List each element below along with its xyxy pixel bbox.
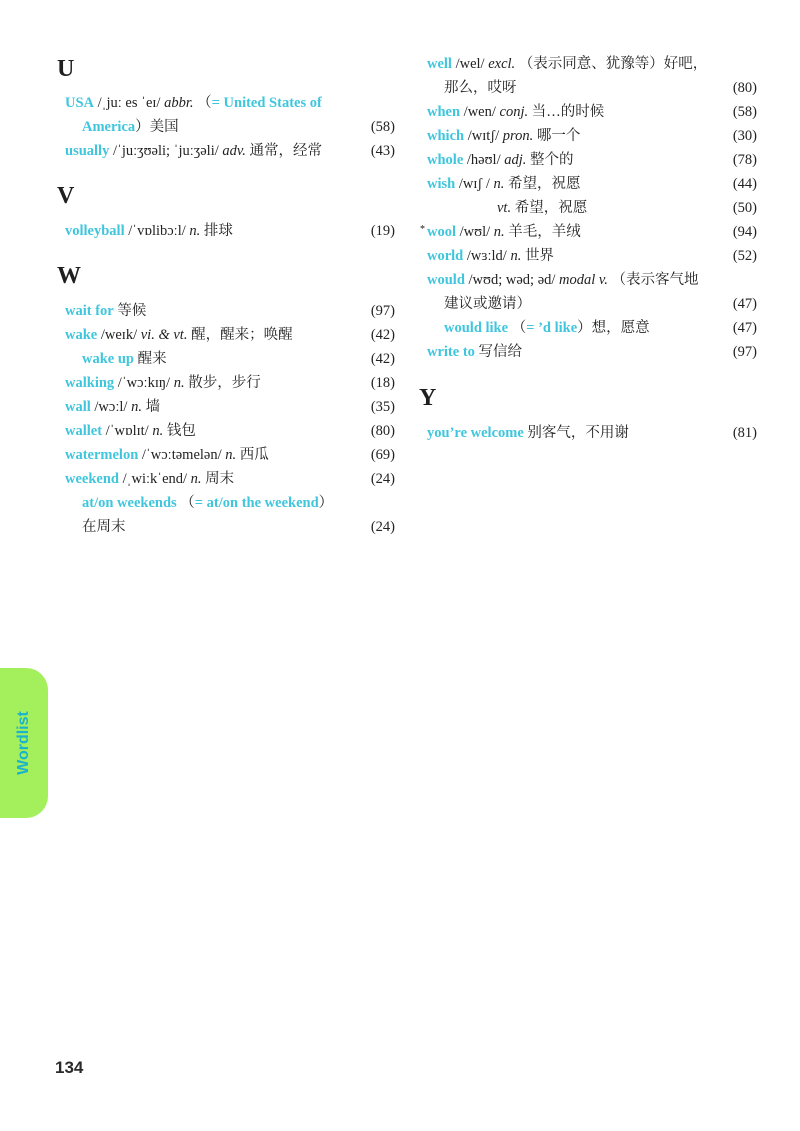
entry-at-on-weekends <box>65 492 395 514</box>
phonetic: /ˈvɒlibɔːl/ <box>124 223 190 239</box>
part-of-speech: vi. & vt. <box>140 327 188 343</box>
cross-reference: America <box>82 119 136 135</box>
headword: which <box>427 128 465 144</box>
entry-write-to <box>427 341 757 363</box>
section-letter-w: W <box>57 263 81 289</box>
section-letter-v: V <box>57 183 75 209</box>
definition: 别客气，不用谢 <box>523 425 629 441</box>
page-ref: (97) <box>370 303 395 319</box>
definition: 当…的时候 <box>528 104 605 120</box>
phonetic: /wʊl/ <box>456 224 494 240</box>
headword: wait for <box>65 303 114 319</box>
page-ref: (19) <box>370 223 395 239</box>
page-ref: (18) <box>370 375 395 391</box>
entry-wall <box>65 396 395 418</box>
part-of-speech: excl. <box>488 56 516 72</box>
phonetic: /wen/ <box>460 104 500 120</box>
definition: （ <box>193 95 212 111</box>
phonetic: /wɜːld/ <box>463 248 511 264</box>
part-of-speech: n. <box>131 399 142 415</box>
page-ref: (42) <box>370 327 395 343</box>
cross-reference: = United States of <box>211 95 322 111</box>
entry-wait-for <box>65 300 395 322</box>
page-ref: (80) <box>370 423 395 439</box>
headword: USA <box>65 95 95 111</box>
phonetic: /wɪʃ / <box>455 176 494 192</box>
entry-at-on-weekends-cont <box>65 516 395 538</box>
phonetic: /ˌwiːkˈend/ <box>118 471 191 487</box>
headword: world <box>427 248 464 264</box>
entry-wish <box>427 173 757 195</box>
headword: weekend <box>65 471 119 487</box>
entry-wish-verb <box>427 197 757 219</box>
part-of-speech: modal v. <box>559 272 608 288</box>
definition: 西瓜 <box>236 447 269 463</box>
entry-wake <box>65 324 395 346</box>
part-of-speech: n. <box>225 447 237 463</box>
headword: volleyball <box>65 223 125 239</box>
section-letter-u: U <box>57 56 75 82</box>
page-ref: (47) <box>732 320 757 336</box>
headword: usually <box>65 143 110 159</box>
entry-wool <box>420 221 757 243</box>
headword: you’re welcome <box>427 425 524 441</box>
phonetic: /wɪtʃ/ <box>464 128 503 144</box>
definition: 那么，哎呀 <box>444 80 517 96</box>
part-of-speech: n. <box>189 223 201 239</box>
page-ref: (69) <box>370 447 395 463</box>
entry-wallet <box>65 420 395 442</box>
definition: 排球 <box>200 223 233 239</box>
phonetic: /ˈwɔːtəmelən/ <box>138 447 226 463</box>
part-of-speech: n. <box>152 423 164 439</box>
entry-youre-welcome <box>427 422 757 444</box>
headword: whole <box>427 152 464 168</box>
phonetic: /ˈjuːʒʊəli; ˈjuːʒəli/ <box>109 143 223 159</box>
page-ref: (47) <box>732 296 757 312</box>
entry-well-cont <box>427 77 757 99</box>
entry-world <box>427 245 757 267</box>
headword: would like <box>444 320 509 336</box>
definition: 散步，步行 <box>184 375 261 391</box>
definition: （ <box>176 495 195 511</box>
page-ref: (97) <box>732 344 757 360</box>
definition: ）想，愿意 <box>577 320 650 336</box>
page-ref: (44) <box>732 176 757 192</box>
phonetic: /həʊl/ <box>463 152 505 168</box>
definition: 世界 <box>521 248 554 264</box>
side-tab-label: Wordlist <box>15 711 32 775</box>
entry-weekend <box>65 468 395 490</box>
asterisk-marker: * <box>420 224 425 235</box>
part-of-speech: pron. <box>502 128 534 144</box>
part-of-speech: adj. <box>504 152 527 168</box>
headword: wall <box>65 399 91 415</box>
entry-whole <box>427 149 757 171</box>
definition: 周末 <box>201 471 235 487</box>
definition: 醒来 <box>133 351 167 367</box>
entry-would-cont <box>427 293 757 315</box>
cross-reference: = at/on the weekend <box>194 495 319 511</box>
entry-walking <box>65 372 395 394</box>
page-ref: (81) <box>732 425 757 441</box>
phonetic: /ˈwɔːkɪŋ/ <box>114 375 174 391</box>
entry-when <box>427 101 757 123</box>
definition: 在周末 <box>82 519 126 535</box>
entry-wake-up <box>65 348 395 370</box>
cross-reference: = ’d like <box>526 320 578 336</box>
page-ref: (43) <box>370 143 395 159</box>
part-of-speech: n. <box>510 248 522 264</box>
section-letter-y: Y <box>419 385 437 411</box>
definition: （表示同意、犹豫等）好吧， <box>515 56 708 72</box>
headword: write to <box>427 344 475 360</box>
entry-would <box>427 269 757 291</box>
page-ref: (30) <box>732 128 757 144</box>
part-of-speech: vt. <box>497 200 512 216</box>
headword: wool <box>427 224 456 240</box>
definition: 建议或邀请） <box>444 296 531 312</box>
part-of-speech: adv. <box>222 143 246 159</box>
page-number: 134 <box>55 1058 84 1077</box>
definition: （ <box>508 320 527 336</box>
wordlist-side-tab <box>0 668 48 818</box>
page-ref: (35) <box>370 399 395 415</box>
headword: would <box>427 272 465 288</box>
headword: watermelon <box>65 447 139 463</box>
headword: walking <box>65 375 115 391</box>
page-ref: (58) <box>732 104 757 120</box>
headword: wish <box>427 176 456 192</box>
entry-usually <box>65 140 395 162</box>
part-of-speech: conj. <box>499 104 529 120</box>
entry-usa <box>65 92 395 114</box>
part-of-speech: n. <box>173 375 185 391</box>
headword: wallet <box>65 423 103 439</box>
phonetic: /wʊd; wəd; əd/ <box>464 272 560 288</box>
definition: 钱包 <box>163 423 196 439</box>
entry-volleyball <box>65 220 395 242</box>
page-ref: (94) <box>732 224 757 240</box>
part-of-speech: n. <box>493 224 505 240</box>
page-ref: (58) <box>370 119 395 135</box>
page-ref: (24) <box>370 471 395 487</box>
phonetic: /wɔːl/ <box>90 399 132 415</box>
definition: 醒，醒来；唤醒 <box>187 327 293 343</box>
definition: 哪一个 <box>533 128 581 144</box>
headword: at/on weekends <box>82 495 177 511</box>
headword: when <box>427 104 461 120</box>
definition: 写信给 <box>474 344 523 360</box>
part-of-speech: n. <box>190 471 202 487</box>
page-ref: (52) <box>732 248 757 264</box>
definition: 等候 <box>113 303 147 319</box>
headword: wake <box>65 327 98 343</box>
entry-well <box>427 53 757 75</box>
definition: ） <box>318 495 334 511</box>
definition: 通常，经常 <box>245 143 323 159</box>
definition: 希望，祝愿 <box>511 200 588 216</box>
page-ref: (24) <box>370 519 395 535</box>
entry-watermelon <box>65 444 395 466</box>
page-ref: (42) <box>370 351 395 367</box>
part-of-speech: n. <box>493 176 505 192</box>
definition: 墙 <box>141 399 161 415</box>
page-ref: (80) <box>732 80 757 96</box>
phonetic: /weɪk/ <box>97 327 141 343</box>
entry-usa-cont <box>65 116 395 138</box>
page-ref: (78) <box>732 152 757 168</box>
entry-which <box>427 125 757 147</box>
headword: wake up <box>82 351 134 367</box>
definition: 希望，祝愿 <box>504 176 581 192</box>
definition: ）美国 <box>135 119 179 135</box>
definition: 整个的 <box>526 152 574 168</box>
definition: 羊毛，羊绒 <box>504 224 581 240</box>
headword: well <box>427 56 452 72</box>
phonetic: /ˌjuː es ˈeɪ/ <box>94 95 165 111</box>
phonetic: /wel/ <box>451 56 489 72</box>
page-ref: (50) <box>732 200 757 216</box>
entry-would-like <box>427 317 757 339</box>
phonetic: /ˈwɒlɪt/ <box>102 423 153 439</box>
definition: （表示客气地 <box>607 272 699 288</box>
part-of-speech: abbr. <box>164 95 194 111</box>
